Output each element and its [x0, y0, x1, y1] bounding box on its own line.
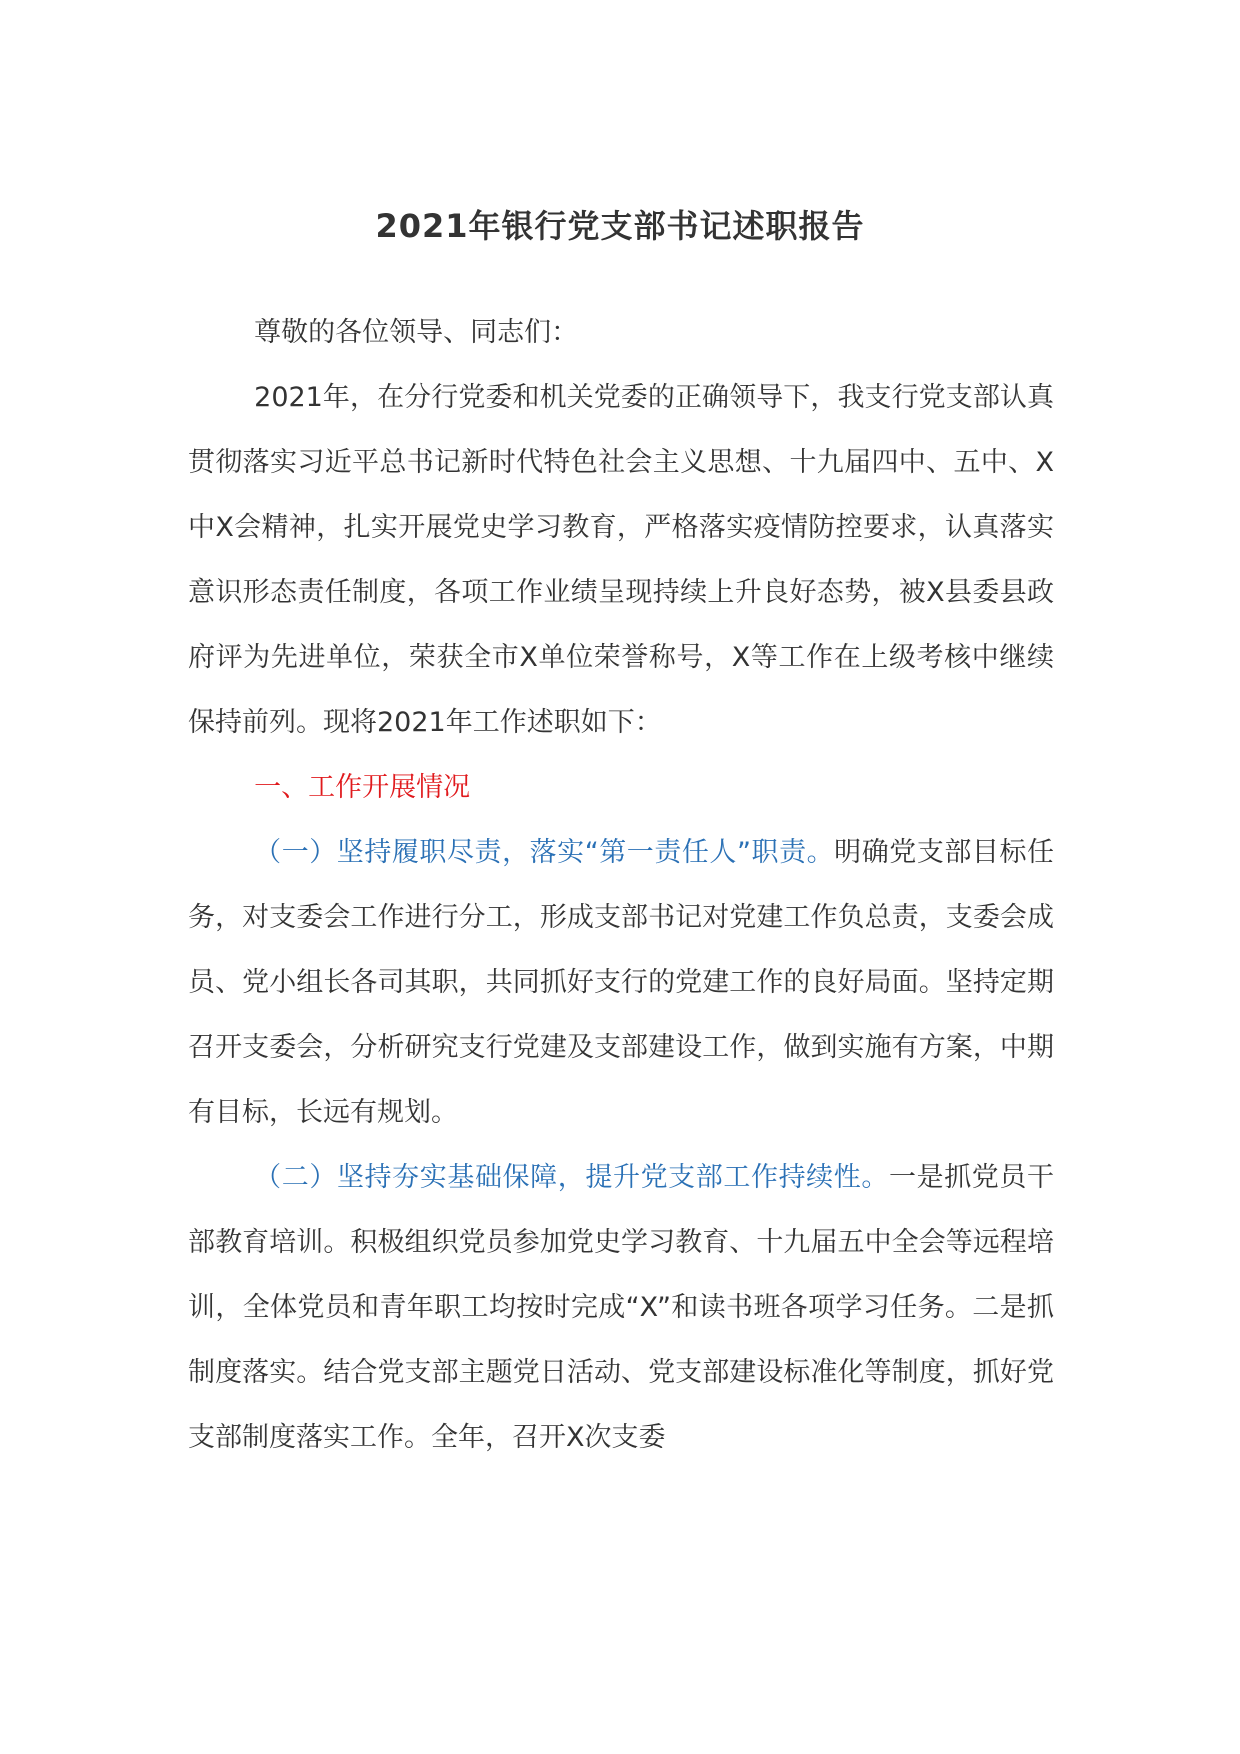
subsection-1-heading: （一）坚持履职尽责，落实“第一责任人”职责。: [254, 837, 835, 868]
document-body: [188, 300, 1054, 1470]
document-title: 2021年银行党支部书记述职报告: [375, 207, 865, 245]
salutation: 尊敬的各位领导、同志们：: [254, 317, 579, 348]
subsection-1-text: 明确党支部目标任务，对支委会工作进行分工，形成支部书记对党建工作负总责，支委会成员、党小组长各司其职，共同抓好支行的党建工作的良好局面。坚持定期召开支委会，分析研究支行党建及支部建设工作，做到实施有方案，中期有目标，长远有规划。: [188, 837, 1055, 1128]
subsection-1-paragraph: [188, 820, 1054, 1145]
subsection-2-text: 一是抓党员干部教育培训。积极组织党员参加党史学习教育、十九届五中全会等远程培训，全体党员和青年职工均按时完成“X”和读书班各项学习任务。二是抓制度落实。结合党支部主题党日活动、党支部建设标准化等制度，抓好党支部制度落实工作。全年，召开X次支委: [188, 1162, 1055, 1453]
subsection-2-heading: （二）坚持夯实基础保障，提升党支部工作持续性。: [254, 1162, 889, 1193]
subsection-2-paragraph: [188, 1145, 1054, 1470]
section-heading-1: 一、工作开展情况: [254, 772, 471, 803]
intro-paragraph: 2021年，在分行党委和机关党委的正确领导下，我支行党支部认真贯彻落实习近平总书记新时代特色社会主义思想、十九届四中、五中、X中X会精神，扎实开展党史学习教育，严格落实疫情防控要求，认真落实意识形态责任制度，各项工作业绩呈现持续上升良好态势，被X县委县政府评为先进单位，荣获全市X单位荣誉称号，X等工作在上级考核中继续保持前列。现将2021年工作述职如下：: [188, 382, 1054, 738]
